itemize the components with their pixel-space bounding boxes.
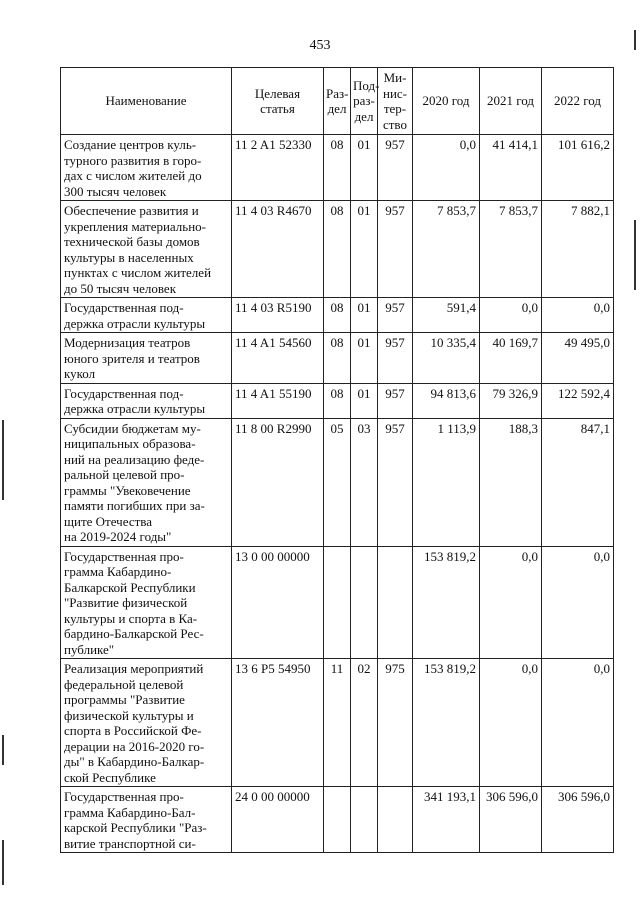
cell-2021: 0,0 [480,659,542,787]
header-2022: 2022 год [542,68,614,135]
cell-ministry: 975 [378,659,413,787]
cell-subsection: 01 [351,298,378,333]
header-name: Наименование [61,68,232,135]
table-row [61,135,614,201]
cell-target-article: 11 4 A1 55190 [232,383,324,418]
cell-section: 08 [324,383,351,418]
cell-name: Создание центров куль- турного развития в горо- дах с числом жителей до 300 тысяч человек [61,135,232,201]
cell-2021: 0,0 [480,298,542,333]
cell-2022: 0,0 [542,546,614,659]
header-section: Раз- дел [324,68,351,135]
table-row [61,201,614,298]
cell-2022: 49 495,0 [542,333,614,384]
header-subsection: Под- раз- дел [351,68,378,135]
cell-section [324,787,351,853]
cell-ministry: 957 [378,333,413,384]
cell-target-article: 24 0 00 00000 [232,787,324,853]
cell-target-article: 11 4 03 R5190 [232,298,324,333]
cell-2020: 94 813,6 [413,383,480,418]
cell-section: 08 [324,135,351,201]
cell-subsection: 01 [351,383,378,418]
table-row [61,298,614,333]
cell-2020: 0,0 [413,135,480,201]
cell-2021: 7 853,7 [480,201,542,298]
header-ministry: Ми- нис- тер- ство [378,68,413,135]
cell-2022: 0,0 [542,298,614,333]
scan-edge-mark [2,420,4,500]
cell-name: Субсидии бюджетам му- ниципальных образова- ний на реализацию феде- ральной целевой про- граммы "Увековечение памяти погибших при за- щите Отечества на 2019-2024 годы" [61,418,232,546]
cell-2022: 7 882,1 [542,201,614,298]
cell-section: 05 [324,418,351,546]
cell-target-article: 13 6 P5 54950 [232,659,324,787]
cell-ministry: 957 [378,201,413,298]
cell-subsection: 01 [351,135,378,201]
cell-target-article: 11 8 00 R2990 [232,418,324,546]
cell-ministry [378,546,413,659]
cell-name: Обеспечение развития и укрепления материально- технической базы домов культуры в населенных пунктах с числом жителей до 50 тысяч человек [61,201,232,298]
cell-name: Государственная про- грамма Кабардино-Бал- карской Республики "Раз- витие транспортной си- [61,787,232,853]
cell-2021: 306 596,0 [480,787,542,853]
table-row [61,546,614,659]
cell-target-article: 11 4 A1 54560 [232,333,324,384]
table-row [61,383,614,418]
cell-name: Государственная под- держка отрасли культуры [61,298,232,333]
cell-section: 08 [324,201,351,298]
table-header-row [61,68,614,135]
cell-target-article: 11 2 A1 52330 [232,135,324,201]
cell-2022: 122 592,4 [542,383,614,418]
table-row [61,659,614,787]
cell-2021: 79 326,9 [480,383,542,418]
cell-ministry: 957 [378,418,413,546]
cell-ministry [378,787,413,853]
page-number: 453 [309,38,331,53]
cell-name: Модернизация театров юного зрителя и театров кукол [61,333,232,384]
cell-2020: 10 335,4 [413,333,480,384]
header-target-article: Целевая статья [232,68,324,135]
cell-2021: 40 169,7 [480,333,542,384]
cell-2021: 0,0 [480,546,542,659]
cell-target-article: 11 4 03 R4670 [232,201,324,298]
table-row [61,787,614,853]
cell-section: 11 [324,659,351,787]
table-body [61,135,614,853]
header-2020: 2020 год [413,68,480,135]
cell-2022: 101 616,2 [542,135,614,201]
cell-section: 08 [324,333,351,384]
cell-2021: 41 414,1 [480,135,542,201]
scan-edge-mark [2,735,4,765]
cell-ministry: 957 [378,298,413,333]
cell-ministry: 957 [378,383,413,418]
cell-name: Реализация мероприятий федеральной целевой программы "Развитие физической культуры и спорта в Российской Фе- дерации на 2016-2020 го- ды" в Кабардино-Балкар- ской Республике [61,659,232,787]
cell-subsection: 01 [351,201,378,298]
cell-2020: 153 819,2 [413,659,480,787]
cell-2022: 847,1 [542,418,614,546]
cell-2020: 153 819,2 [413,546,480,659]
cell-2022: 0,0 [542,659,614,787]
cell-2020: 591,4 [413,298,480,333]
cell-ministry: 957 [378,135,413,201]
cell-subsection: 03 [351,418,378,546]
cell-2020: 341 193,1 [413,787,480,853]
cell-2021: 188,3 [480,418,542,546]
header-2021: 2021 год [480,68,542,135]
cell-2022: 306 596,0 [542,787,614,853]
table-row [61,418,614,546]
cell-name: Государственная про- грамма Кабардино- Балкарской Республики "Развитие физической культуры и спорта в Ка- бардино-Балкарской Рес- публике" [61,546,232,659]
budget-table [60,67,614,853]
scan-edge-mark [634,220,636,290]
cell-subsection: 02 [351,659,378,787]
cell-section [324,546,351,659]
cell-subsection: 01 [351,333,378,384]
cell-target-article: 13 0 00 00000 [232,546,324,659]
table-row [61,333,614,384]
cell-subsection [351,546,378,659]
cell-2020: 1 113,9 [413,418,480,546]
cell-subsection [351,787,378,853]
cell-2020: 7 853,7 [413,201,480,298]
scan-edge-mark [634,30,636,50]
scan-edge-mark [2,840,4,885]
cell-section: 08 [324,298,351,333]
cell-name: Государственная под- держка отрасли культуры [61,383,232,418]
